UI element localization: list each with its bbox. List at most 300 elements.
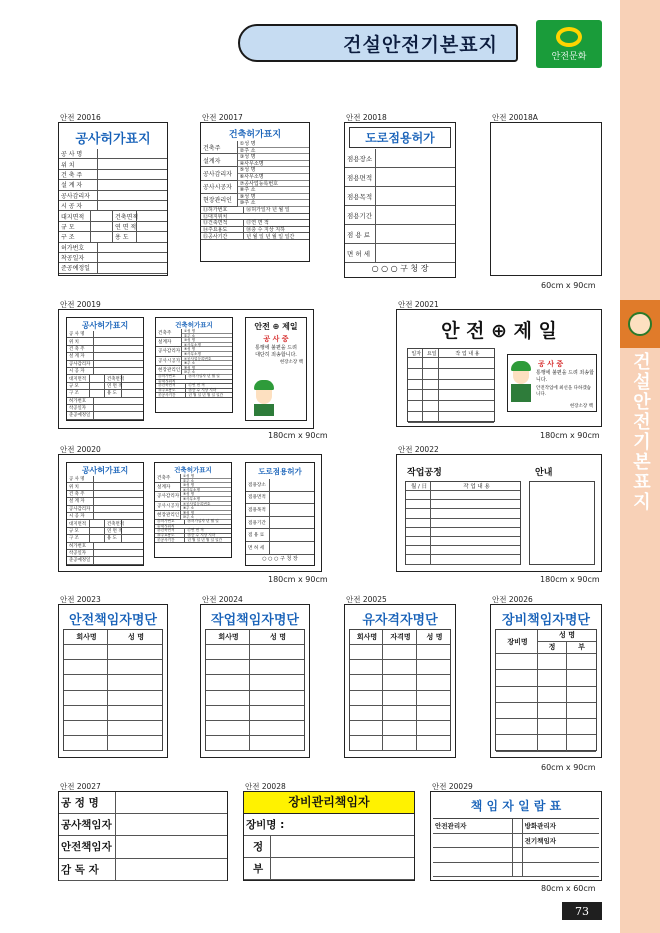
table-row	[155, 483, 231, 492]
table-cell	[350, 675, 383, 689]
table-cell: 대지면적	[59, 211, 91, 220]
roster-table	[495, 629, 597, 751]
table-cell: ⑰연 면 적	[246, 220, 269, 227]
table-cell	[408, 401, 423, 411]
table-row	[67, 550, 143, 557]
table-row	[64, 630, 162, 645]
table-cell: 공사감리자	[67, 506, 94, 512]
table-cell	[94, 513, 143, 519]
table-cell	[376, 206, 455, 224]
table-cell	[270, 529, 314, 541]
table-row	[406, 546, 520, 555]
table-cell	[376, 244, 455, 262]
table-cell: 점용기간	[345, 206, 376, 224]
table-row	[64, 706, 162, 721]
table-cell	[94, 412, 143, 418]
table-cell	[383, 645, 417, 659]
table-cell: 안전관리자	[433, 819, 513, 833]
roster-title: 안전책임자명단	[69, 613, 157, 628]
table-cell	[270, 492, 314, 504]
table-cell	[431, 519, 520, 527]
table-cell: ⑪허가번호	[156, 375, 186, 379]
building-permit-rows	[201, 141, 309, 240]
table-row	[496, 670, 596, 686]
sign-safety-first-board	[396, 309, 602, 427]
table-row	[206, 736, 304, 751]
table-cell: 구 조	[67, 535, 90, 541]
roster-table	[63, 629, 163, 751]
table-cell	[94, 353, 143, 359]
table-row	[246, 479, 314, 492]
table-row	[64, 721, 162, 736]
sign-title: 공사허가표지	[81, 466, 129, 475]
table-row	[345, 225, 455, 244]
table-row	[496, 735, 596, 751]
worker-mascot-icon	[511, 361, 533, 407]
table-row	[406, 555, 520, 564]
table-row	[59, 814, 227, 836]
table-row	[59, 792, 227, 814]
table-cell	[64, 645, 108, 659]
table-row	[246, 517, 314, 530]
table-row	[350, 736, 450, 751]
table-cell: ⑰연 면 적	[188, 383, 205, 388]
table-cell	[567, 735, 596, 750]
sign-construction-permit	[58, 122, 168, 276]
table-cell	[496, 687, 538, 702]
table-cell	[116, 836, 227, 857]
table-cell	[94, 346, 143, 352]
table-cell: 건 축 주	[67, 491, 94, 497]
notice-sign: 현장소장 백	[279, 360, 303, 365]
table-cell	[417, 645, 450, 659]
mini-permit-sign	[66, 317, 144, 421]
table-cell: 점용장소	[246, 479, 270, 491]
table-cell: ⑬건축면적	[201, 220, 244, 226]
item-code: 안전 20026	[492, 595, 533, 604]
table-cell	[350, 691, 383, 705]
roster-safety	[58, 604, 168, 758]
table-cell: ⑤성 명 ⑥사무소명	[182, 347, 232, 355]
table-row	[201, 194, 309, 207]
table-row	[59, 859, 227, 881]
table-cell: 시 공 자	[67, 513, 94, 519]
table-row	[59, 836, 227, 858]
table-cell: 장비명 :	[246, 819, 285, 831]
table-cell: 점용장소	[345, 149, 376, 167]
page-title: 건설안전기본표지	[343, 33, 498, 56]
table-cell	[513, 848, 523, 862]
table-cell: ⑬건축면적	[155, 529, 185, 533]
construction-notice	[507, 354, 597, 412]
table-cell: 부	[244, 858, 271, 879]
table-cell: 월 / 日	[406, 482, 431, 490]
table-cell: ①성 명 ②주 소	[181, 474, 231, 482]
table-cell: 공사감리자	[156, 347, 182, 355]
table-row	[406, 491, 520, 500]
table-cell: 위 치	[59, 159, 98, 168]
sign-footer: ○ ○ ○ 구 청 장	[262, 556, 298, 562]
table-row	[67, 491, 143, 498]
table-row	[59, 253, 167, 263]
logo-text: 안전문화	[551, 51, 587, 62]
table-cell	[423, 401, 438, 411]
table-row	[67, 543, 143, 550]
table-cell	[64, 691, 108, 705]
sidebar-vertical-title: 건설안전기본표지	[630, 352, 651, 512]
table-row	[156, 357, 232, 366]
table-cell	[383, 675, 417, 689]
table-cell	[408, 358, 423, 368]
table-row	[59, 222, 167, 232]
table-cell	[122, 535, 143, 541]
table-cell: ⑭주요용도	[156, 389, 186, 393]
table-cell: 점용면적	[345, 168, 376, 186]
table-row	[246, 504, 314, 517]
table-cell: ⑮공사기간	[156, 393, 186, 397]
sign-building-permit	[200, 122, 310, 262]
table-cell: 연 면 적	[113, 222, 137, 231]
item-code: 안전 20024	[202, 595, 243, 604]
table-row	[59, 232, 167, 242]
table-cell: ⑬건축면적	[156, 384, 186, 388]
table-row	[156, 329, 232, 338]
table-cell	[64, 660, 108, 674]
table-cell: ⑦공사업등록번호 ⑧주 소	[182, 357, 232, 365]
table-row	[406, 500, 520, 509]
table-cell: 년 월 일 년 월 일 일간	[187, 537, 223, 542]
table-cell	[270, 504, 314, 516]
table-row	[67, 506, 143, 513]
table-row	[67, 412, 143, 419]
table-cell	[137, 222, 167, 231]
table-cell	[94, 543, 143, 549]
safety-first-notice	[245, 317, 307, 421]
table-cell	[122, 528, 143, 534]
table-cell: 공 사 명	[67, 331, 94, 337]
item-code: 안전 20019	[60, 300, 101, 309]
table-cell	[94, 476, 143, 482]
size-label: 180cm x 90cm	[268, 431, 328, 440]
table-row	[64, 736, 162, 751]
table-cell	[90, 520, 105, 526]
table-cell: ⑰연 면 적	[187, 528, 204, 533]
table-cell	[439, 380, 494, 390]
table-cell	[496, 654, 538, 669]
table-row	[201, 141, 309, 154]
charge-rows	[59, 792, 227, 881]
table-cell: 설계자	[201, 154, 238, 166]
size-label: 60cm x 90cm	[541, 281, 596, 290]
table-cell	[431, 546, 520, 554]
table-cell	[431, 555, 520, 563]
roster-work	[200, 604, 310, 758]
table-cell: 허가번호	[59, 243, 98, 252]
table-cell	[439, 369, 494, 379]
table-cell	[271, 836, 414, 857]
table-cell	[423, 369, 438, 379]
table-cell: 현장관리인	[201, 194, 238, 206]
table-row	[406, 509, 520, 518]
table-cell	[90, 528, 105, 534]
item-code: 안전 20022	[398, 445, 439, 454]
sign-title: 공사허가표지	[75, 132, 151, 147]
table-cell: 준공예정일	[67, 412, 94, 418]
table-cell: 규 모	[67, 383, 90, 389]
table-cell: 건축주	[156, 329, 182, 337]
table-cell	[250, 691, 304, 705]
brand-logo	[536, 20, 602, 68]
table-cell: 구 조	[59, 232, 91, 241]
table-row	[433, 834, 599, 849]
sign-person-in-charge	[58, 791, 228, 881]
roster-table	[205, 629, 305, 751]
table-cell	[406, 537, 431, 545]
table-cell	[433, 863, 513, 877]
table-cell: ⑯허가일자 년 월 일	[188, 374, 220, 379]
notice-text-2: 안전작업에 최선을 다하겠습니다.	[536, 386, 592, 397]
table-cell: 점용목적	[345, 187, 376, 205]
table-cell: 건축면적	[106, 376, 124, 382]
table-cell	[90, 390, 105, 396]
table-cell	[206, 675, 250, 689]
table-cell: ⑦공사업등록번호 ⑧주 소	[238, 181, 309, 193]
table-cell	[116, 792, 227, 813]
table-cell	[431, 537, 520, 545]
table-cell	[406, 509, 431, 517]
table-cell: ⑱층 수 지상 지하	[187, 533, 216, 538]
table-row	[59, 180, 167, 190]
sign-blank-board	[490, 122, 602, 276]
table-cell: ⑭주요용도	[201, 227, 244, 233]
table-cell	[567, 654, 596, 669]
table-cell	[206, 645, 250, 659]
table-cell: 설 계 자	[59, 180, 98, 189]
table-cell	[406, 546, 431, 554]
table-cell	[513, 819, 523, 833]
table-row	[67, 398, 143, 405]
table-cell	[206, 736, 250, 750]
table-cell	[439, 358, 494, 368]
table-cell	[376, 187, 455, 205]
table-cell	[64, 736, 108, 750]
table-cell: 연 면 적	[106, 528, 123, 534]
table-row	[408, 380, 494, 391]
table-cell: ③성 명 ④사무소명	[238, 154, 309, 166]
table-row	[408, 358, 494, 369]
table-cell	[94, 361, 143, 367]
table-cell	[271, 858, 414, 879]
table-cell	[439, 401, 494, 411]
table-row	[59, 243, 167, 253]
table-row	[59, 263, 167, 273]
table-cell	[433, 848, 513, 862]
table-cell: 위 치	[67, 483, 94, 489]
table-cell	[94, 557, 143, 563]
table-cell: 현장관리인	[155, 511, 181, 519]
process-title: 작업공정	[407, 468, 442, 478]
table-row	[206, 645, 304, 660]
table-cell: 성 명	[270, 633, 287, 641]
table-cell	[406, 491, 431, 499]
table-row	[155, 538, 231, 543]
work-log-table	[407, 348, 495, 422]
table-cell: 용 도	[113, 232, 137, 241]
table-cell	[90, 535, 105, 541]
item-code: 안전 20020	[60, 445, 101, 454]
table-row	[67, 346, 143, 353]
mini-building-rows	[156, 329, 232, 398]
table-cell: ⑫대지위치	[203, 213, 228, 220]
table-row	[67, 513, 143, 520]
roster-title: 장비책임자명단	[502, 613, 590, 628]
table-cell: 규 모	[59, 222, 91, 231]
table-cell: 현장관리인	[156, 366, 182, 374]
table-row	[67, 535, 143, 542]
table-cell	[137, 211, 167, 220]
table-cell	[91, 211, 113, 220]
table-row	[67, 383, 143, 390]
table-row	[433, 848, 599, 863]
table-cell	[383, 721, 417, 735]
table-cell	[64, 706, 108, 720]
table-cell: 점용목적	[246, 504, 270, 516]
item-code: 안전 20018	[346, 113, 387, 122]
table-cell: 작 업 내 용	[455, 350, 480, 357]
table-row	[67, 390, 143, 397]
table-cell	[567, 687, 596, 702]
table-cell: 용 도	[105, 535, 122, 541]
table-cell: 회사명	[206, 630, 250, 644]
table-cell: 공사시공자	[156, 357, 182, 365]
table-cell: 점용면적	[246, 492, 270, 504]
table-cell: 요일	[423, 349, 438, 357]
table-cell	[98, 191, 167, 200]
table-cell	[98, 149, 167, 158]
table-cell: 회사명	[64, 630, 108, 644]
equipment-manager-title: 장비관리책임자	[244, 792, 414, 814]
notice-text: 통행에 불편을 드려 죄송합니다.	[536, 370, 594, 383]
sign-footer: ○ ○ ○ 구 청 장	[371, 264, 429, 273]
table-cell	[417, 706, 450, 720]
table-cell	[98, 159, 167, 168]
table-row	[496, 654, 596, 670]
table-row	[201, 233, 309, 240]
table-cell	[376, 225, 455, 243]
table-cell: 용 도	[105, 390, 122, 396]
table-row	[67, 557, 143, 564]
table-cell	[91, 222, 113, 231]
table-row	[59, 159, 167, 169]
table-cell	[91, 232, 113, 241]
table-cell	[406, 500, 431, 508]
table-cell: 건축주	[155, 474, 181, 482]
table-cell	[94, 331, 143, 337]
table-cell: 착공일자	[67, 550, 94, 556]
item-code: 안전 20028	[245, 782, 286, 791]
table-row	[64, 691, 162, 706]
table-row	[64, 675, 162, 690]
table-cell	[406, 555, 431, 563]
table-cell	[250, 645, 304, 659]
table-cell: ⑱층 수 지상 지하	[246, 227, 285, 234]
table-cell	[94, 483, 143, 489]
item-code: 안전 20021	[398, 300, 439, 309]
table-cell: 전기책임자	[524, 836, 557, 845]
table-cell	[64, 675, 108, 689]
table-cell	[417, 691, 450, 705]
table-row	[350, 630, 450, 645]
table-cell: 착공일자	[59, 253, 98, 262]
table-cell: 구 조	[67, 390, 90, 396]
table-cell	[206, 706, 250, 720]
table-cell	[94, 498, 143, 504]
sign-work-process-board	[396, 454, 602, 572]
safety-first-banner: 안 전 ⊕ 제 일	[441, 320, 557, 342]
table-cell	[376, 149, 455, 167]
table-cell: 면 허 세	[246, 542, 270, 554]
table-row	[345, 168, 455, 187]
table-cell	[406, 528, 431, 536]
table-cell: 회사명	[350, 630, 383, 644]
table-cell	[408, 380, 423, 390]
table-cell	[439, 412, 494, 422]
table-cell: 설 계 자	[67, 353, 94, 359]
table-row	[67, 331, 143, 338]
table-cell	[423, 358, 438, 368]
roster-table	[349, 629, 451, 751]
table-cell: ⑪허가번호	[155, 520, 185, 524]
item-code: 안전 20023	[60, 595, 101, 604]
table-cell	[108, 691, 162, 705]
table-cell	[513, 834, 523, 848]
table-cell	[270, 479, 314, 491]
table-row	[350, 675, 450, 690]
table-cell	[408, 369, 423, 379]
table-cell: 감 독 자	[59, 859, 116, 880]
page-title-banner	[238, 24, 518, 62]
sign-combined-board-20019	[58, 309, 314, 429]
roster-qualified	[344, 604, 456, 758]
item-code: 안전 20018A	[492, 113, 538, 122]
table-cell: 점용기간	[246, 517, 270, 529]
table-cell: 준공예정일	[67, 557, 94, 563]
table-cell	[406, 519, 431, 527]
table-cell: ⑭주요용도	[155, 534, 185, 538]
table-cell	[523, 848, 599, 862]
table-row	[408, 412, 494, 423]
table-row	[67, 476, 143, 483]
table-cell	[64, 721, 108, 735]
table-cell: ⑤성 명 ⑥사무소명	[181, 492, 231, 500]
table-cell	[433, 834, 513, 848]
table-cell: 시 공 자	[59, 201, 98, 210]
table-row	[408, 369, 494, 380]
table-cell: ⑪허가번호	[201, 207, 244, 213]
worker-mascot-icon	[254, 380, 276, 416]
table-cell	[94, 405, 143, 411]
table-cell	[250, 721, 304, 735]
table-cell	[431, 509, 520, 517]
table-cell	[383, 706, 417, 720]
table-cell	[431, 491, 520, 499]
table-cell: ⑫대지위치	[158, 378, 176, 383]
table-cell: 건 축 주	[67, 346, 94, 352]
table-row	[59, 201, 167, 211]
table-cell	[538, 735, 567, 750]
table-cell	[206, 691, 250, 705]
table-cell	[496, 703, 538, 718]
